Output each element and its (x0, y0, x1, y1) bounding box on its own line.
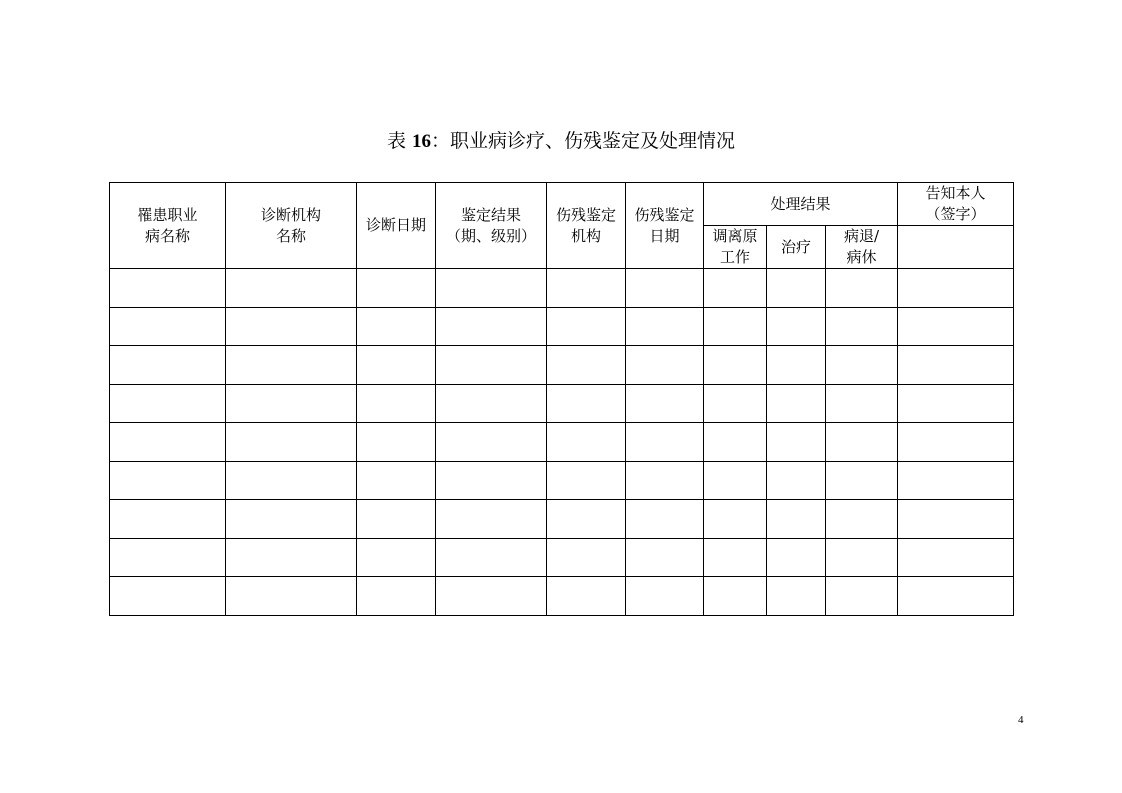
table-cell[interactable] (110, 423, 226, 462)
table-cell[interactable] (898, 538, 1014, 577)
table-cell[interactable] (110, 500, 226, 539)
table-cell[interactable] (110, 307, 226, 346)
header-disease-name: 罹患职业 病名称 (110, 183, 226, 269)
header-appraisal-result: 鉴定结果 （期、级别） (436, 183, 547, 269)
table-cell[interactable] (704, 500, 767, 539)
table-cell[interactable] (357, 423, 436, 462)
table-cell[interactable] (110, 384, 226, 423)
table-cell[interactable] (547, 538, 626, 577)
table-cell[interactable] (226, 500, 357, 539)
table-cell[interactable] (898, 500, 1014, 539)
table-cell[interactable] (898, 461, 1014, 500)
table-cell[interactable] (110, 461, 226, 500)
table-cell[interactable] (826, 500, 898, 539)
table-cell[interactable] (226, 384, 357, 423)
table-cell[interactable] (226, 346, 357, 385)
table-cell[interactable] (704, 577, 767, 616)
table-cell[interactable] (826, 346, 898, 385)
table-cell[interactable] (704, 423, 767, 462)
table-cell[interactable] (767, 461, 826, 500)
table-cell[interactable] (436, 346, 547, 385)
table-cell[interactable] (704, 461, 767, 500)
table-cell[interactable] (357, 384, 436, 423)
header-inform-blank (898, 226, 1014, 269)
table-cell[interactable] (767, 423, 826, 462)
table-cell[interactable] (357, 307, 436, 346)
table-cell[interactable] (767, 384, 826, 423)
table-cell[interactable] (226, 461, 357, 500)
table-cell[interactable] (110, 346, 226, 385)
table-cell[interactable] (547, 577, 626, 616)
table-cell[interactable] (767, 269, 826, 308)
table-cell[interactable] (898, 577, 1014, 616)
table-cell[interactable] (704, 346, 767, 385)
table-cell[interactable] (547, 500, 626, 539)
table-cell[interactable] (898, 346, 1014, 385)
table-cell[interactable] (826, 307, 898, 346)
header-sick-leave: 病退/ 病休 (826, 226, 898, 269)
table-cell[interactable] (704, 384, 767, 423)
page-title (0, 128, 1122, 155)
header-transfer: 调离原 工作 (704, 226, 767, 269)
table-cell[interactable] (226, 269, 357, 308)
table-cell[interactable] (357, 461, 436, 500)
table-cell[interactable] (547, 346, 626, 385)
table-cell[interactable] (704, 538, 767, 577)
table-row (110, 269, 1014, 308)
table-cell[interactable] (357, 538, 436, 577)
table-cell[interactable] (357, 346, 436, 385)
table-cell[interactable] (898, 307, 1014, 346)
table-cell[interactable] (547, 384, 626, 423)
table-cell[interactable] (826, 384, 898, 423)
table-cell[interactable] (626, 500, 704, 539)
table-cell[interactable] (226, 423, 357, 462)
table-cell[interactable] (547, 269, 626, 308)
table-cell[interactable] (626, 577, 704, 616)
table-cell[interactable] (767, 538, 826, 577)
table-cell[interactable] (226, 307, 357, 346)
table-row (110, 538, 1014, 577)
table-cell[interactable] (826, 461, 898, 500)
occupational-disease-table (109, 182, 1014, 616)
table-cell[interactable] (436, 577, 547, 616)
table-row (110, 307, 1014, 346)
table-cell[interactable] (226, 538, 357, 577)
table-cell[interactable] (436, 269, 547, 308)
table-cell[interactable] (626, 384, 704, 423)
table-cell[interactable] (436, 307, 547, 346)
header-diagnosis-date: 诊断日期 (357, 183, 436, 269)
table-row (110, 461, 1014, 500)
table-cell[interactable] (110, 269, 226, 308)
table-cell[interactable] (547, 307, 626, 346)
header-diagnosis-org: 诊断机构 名称 (226, 183, 357, 269)
table-cell[interactable] (357, 500, 436, 539)
table-cell[interactable] (110, 577, 226, 616)
table-cell[interactable] (626, 423, 704, 462)
table-cell[interactable] (898, 269, 1014, 308)
table-cell[interactable] (436, 538, 547, 577)
table-cell[interactable] (826, 538, 898, 577)
table-row (110, 384, 1014, 423)
table-cell[interactable] (704, 269, 767, 308)
table-cell[interactable] (626, 461, 704, 500)
table-cell[interactable] (898, 423, 1014, 462)
table-row (110, 346, 1014, 385)
table-cell[interactable] (767, 577, 826, 616)
table-cell[interactable] (826, 423, 898, 462)
table-cell[interactable] (626, 538, 704, 577)
table-cell[interactable] (626, 346, 704, 385)
table-cell[interactable] (767, 307, 826, 346)
table-cell[interactable] (826, 269, 898, 308)
header-treatment: 治疗 (767, 226, 826, 269)
table-cell[interactable] (110, 538, 226, 577)
header-disability-org: 伤残鉴定 机构 (547, 183, 626, 269)
table-cell[interactable] (357, 577, 436, 616)
table-cell[interactable] (226, 577, 357, 616)
table-cell[interactable] (436, 423, 547, 462)
title-colon: ： (431, 130, 451, 152)
title-prefix: 表 (386, 130, 412, 152)
table-row (110, 423, 1014, 462)
title-text: 职业病诊疗、伤残鉴定及处理情况 (450, 130, 736, 152)
table-row (110, 500, 1014, 539)
table-cell[interactable] (704, 307, 767, 346)
header-inform: 告知本人 （签字） (898, 183, 1014, 226)
table-cell[interactable] (826, 577, 898, 616)
table-cell[interactable] (547, 461, 626, 500)
table-cell[interactable] (626, 269, 704, 308)
table-cell[interactable] (767, 500, 826, 539)
table-cell[interactable] (436, 500, 547, 539)
table-cell[interactable] (357, 269, 436, 308)
table-cell[interactable] (898, 384, 1014, 423)
page-number: 4 (1018, 714, 1024, 726)
header-handling-result: 处理结果 (704, 183, 898, 226)
title-number: 16 (412, 131, 431, 152)
table-cell[interactable] (626, 307, 704, 346)
table-row (110, 577, 1014, 616)
table-cell[interactable] (436, 461, 547, 500)
table-cell[interactable] (547, 423, 626, 462)
header-disability-date: 伤残鉴定 日期 (626, 183, 704, 269)
table-cell[interactable] (436, 384, 547, 423)
table-cell[interactable] (767, 346, 826, 385)
